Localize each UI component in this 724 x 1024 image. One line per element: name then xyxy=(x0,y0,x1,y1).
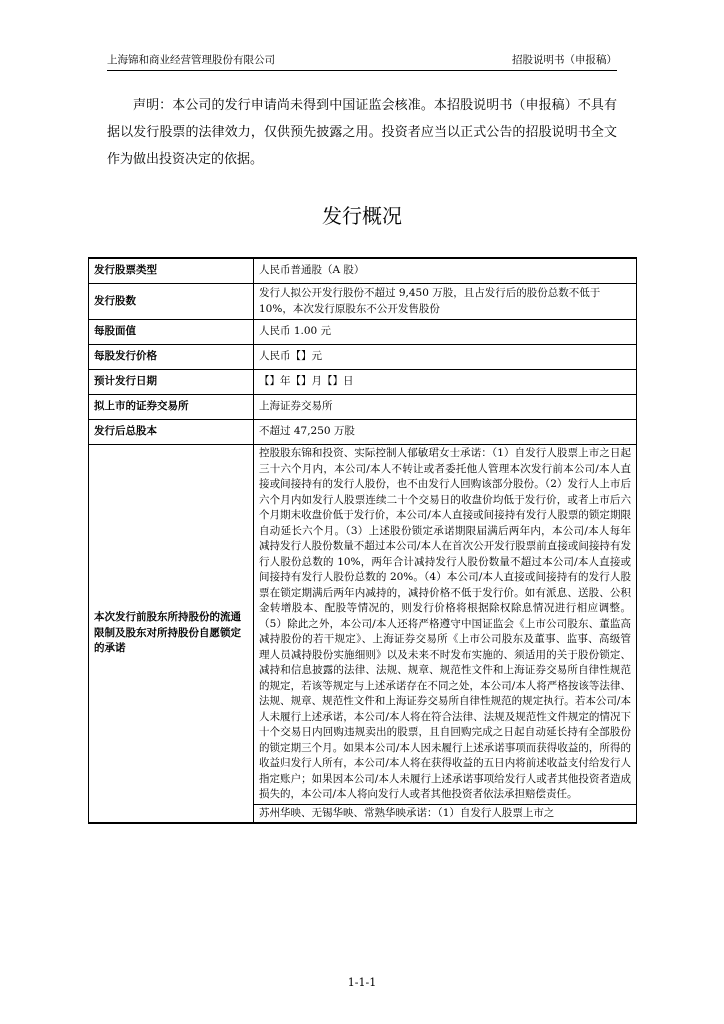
table-row xyxy=(89,445,637,805)
header-doc-type: 招股说明书（申报稿） xyxy=(512,54,617,66)
row-value: 上海证券交易所 xyxy=(254,395,637,420)
row-value: 苏州华映、无锡华映、常熟华映承诺：（1）自发行人股票上市之 xyxy=(254,804,637,823)
row-value: 不超过 47,250 万股 xyxy=(254,420,637,445)
page-title: 发行概况 xyxy=(322,204,402,228)
row-label: 每股面值 xyxy=(89,320,254,345)
row-label: 每股发行价格 xyxy=(89,345,254,370)
header-company: 上海锦和商业经营管理股份有限公司 xyxy=(107,54,275,66)
offering-overview-table xyxy=(88,257,637,824)
table-row xyxy=(89,420,637,445)
row-value: 发行人拟公开发行股份不超过 9,450 万股，且占发行后的股份总数不低于 10%，本次发行原股东不公开发售股份 xyxy=(254,284,637,320)
row-value: 控股股东锦和投资、实际控制人郁敏珺女士承诺：（1）自发行人股票上市之日起三十六个月内，本公司/本人不转让或者委托他人管理本次发行前本公司/本人直接或间接持有的发行人股份，也不由发行人回购该部分股份。（2）发行人上市后六个月内如发行人股票连续二十个交易日的收盘价均低于发行价，或者上市后六个月期末收盘价低于发行价，本公司/本人直接或间接持有发行人股票的锁定期限自动延长六个月。（3）上述股份锁定承诺期限届满后两年内，本公司/本人每年减持发行人股份数量不超过本公司/本人在首次公开发行股票前直接或间接持有发行人股份总数的 10%，两年合计减持发行人股份数量不超过本公司/本人直接或间接持有发行人股份总数的 20%。（4）本公司/本人直接或间接持有的发行人股票在锁定期满后两年内减持的，减持价格不低于发行价。如有派息、送股、公积金转增股本、配股等情况的，则发行价格将根据除权除息情况进行相应调整。（5）除此之外，本公司/本人还将严格遵守中国证监会《上市公司股东、董监高减持股份的若干规定》、上海证券交易所《上市公司股东及董事、监事、高级管理人员减持股份实施细则》以及未来不时发布实施的、须适用的关于股份锁定、减持和信息披露的法律、法规、规章、规范性文件和上海证券交易所自律性规范的规定，若该等规定与上述承诺存在不同之处，本公司/本人将严格按该等法律、法规、规章、规范性文件和上海证券交易所自律性规范的规定执行。若本公司/本人未履行上述承诺，本公司/本人将在符合法律、法规及规范性文件规定的情况下十个交易日内回购违规卖出的股票，且自回购完成之日起自动延长持有全部股份的锁定期三个月。如果本公司/本人因未履行上述承诺事项而获得收益的，所得的收益归发行人所有，本公司/本人将在获得收益的五日内将前述收益支付给发行人指定账户；如果因本公司/本人未履行上述承诺事项给发行人或者其他投资者造成损失的，本公司/本人将向发行人或者其他投资者依法承担赔偿责任。 xyxy=(254,445,637,805)
row-value: 人民币 1.00 元 xyxy=(254,320,637,345)
row-label: 发行股票类型 xyxy=(89,258,254,284)
table-row xyxy=(89,258,637,284)
table-row xyxy=(89,284,637,320)
row-label: 本次发行前股东所持股份的流通限制及股东对所持股份自愿锁定的承诺 xyxy=(89,445,254,824)
row-label: 发行股数 xyxy=(89,284,254,320)
row-value: 人民币【】元 xyxy=(254,345,637,370)
table-row xyxy=(89,370,637,395)
row-value: 人民币普通股（A 股） xyxy=(254,258,637,284)
row-label: 预计发行日期 xyxy=(89,370,254,395)
row-label: 拟上市的证券交易所 xyxy=(89,395,254,420)
disclaimer-statement: 声明：本公司的发行申请尚未得到中国证监会核准。本招股说明书（申报稿）不具有据以发行股票的法律效力，仅供预先披露之用。投资者应当以正式公告的招股说明书全文作为做出投资决定的依据。 xyxy=(107,98,617,167)
table-row xyxy=(89,395,637,420)
row-label: 发行后总股本 xyxy=(89,420,254,445)
row-value: 【】年【】月【】日 xyxy=(254,370,637,395)
table-row xyxy=(89,345,637,370)
table-row xyxy=(89,320,637,345)
page-header xyxy=(107,50,617,71)
page-number: 1-1-1 xyxy=(347,976,377,989)
